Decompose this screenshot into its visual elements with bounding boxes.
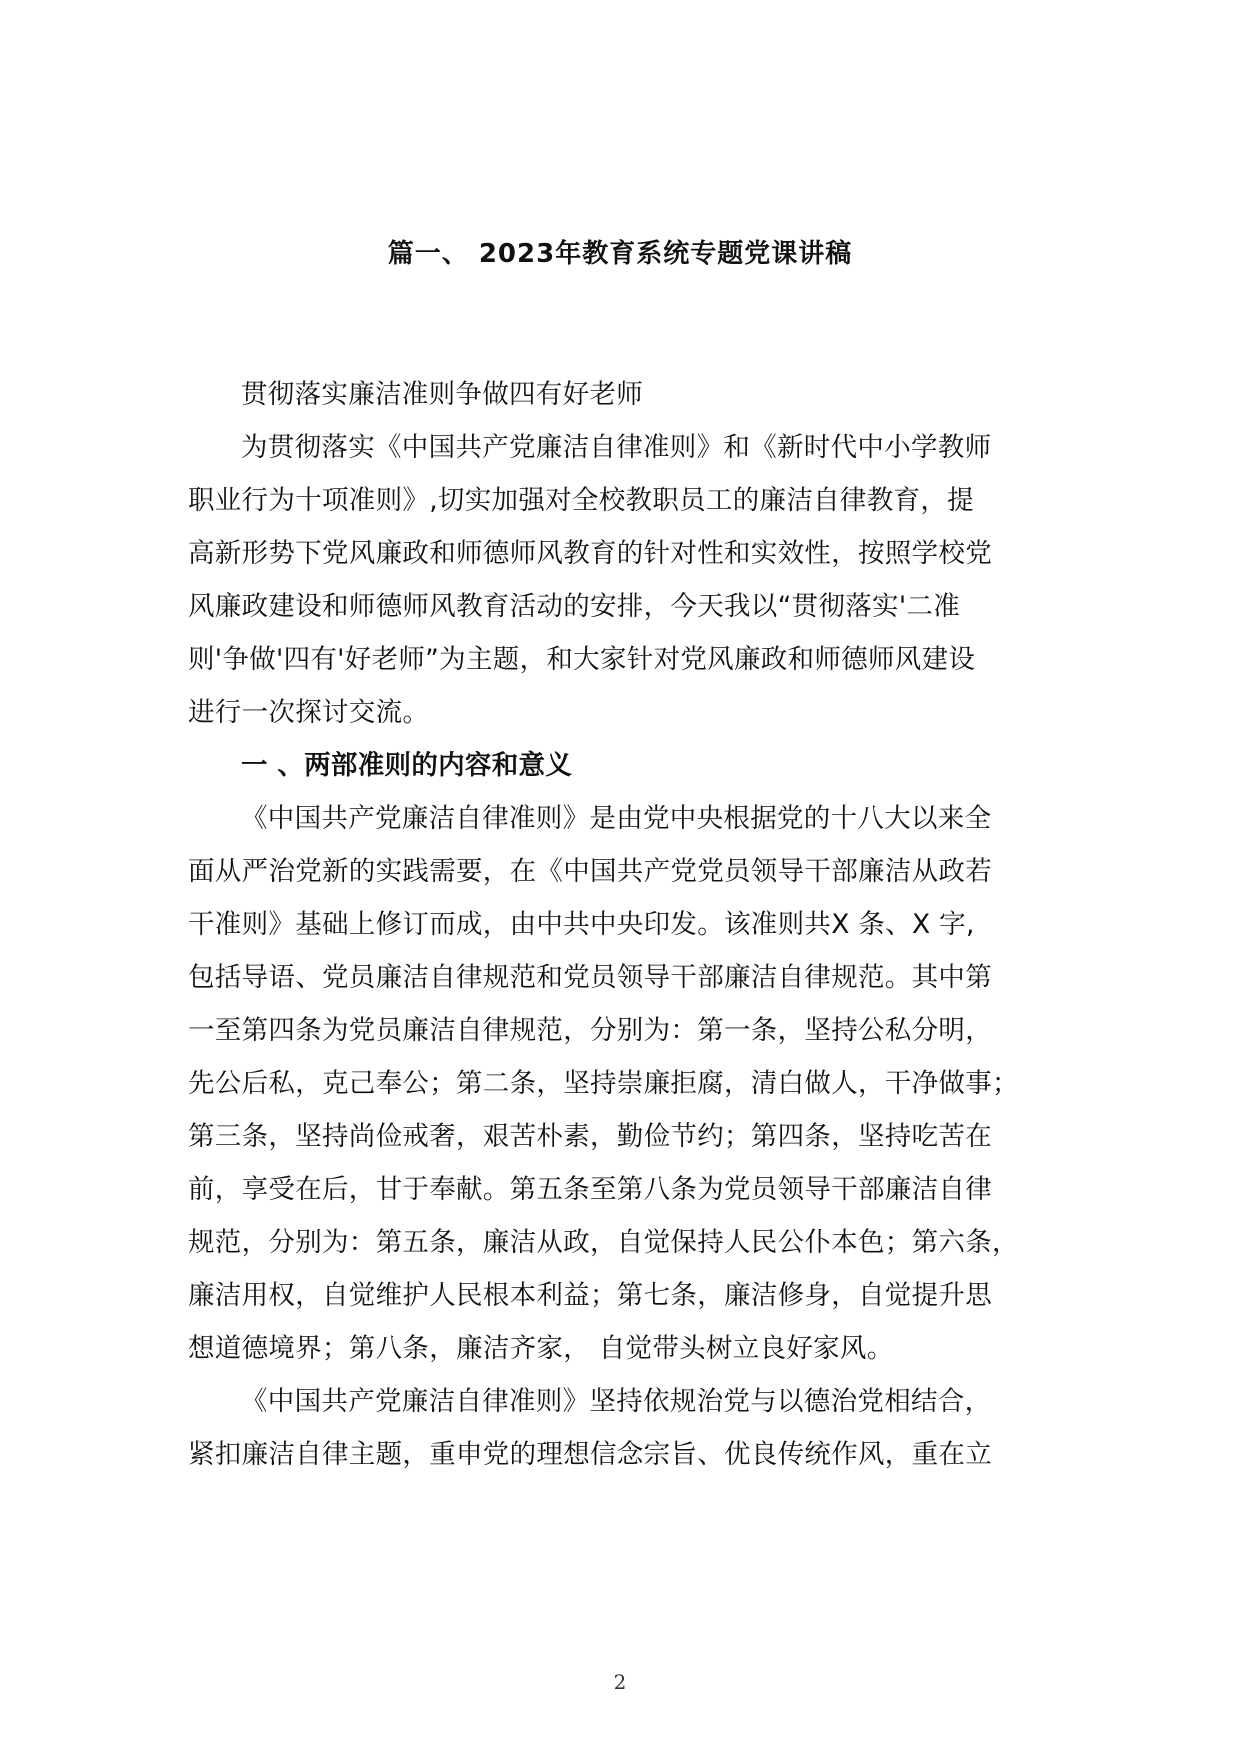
- text-line: 第三条，坚持尚俭戒奢，艰苦朴素，勤俭节约；第四条，坚持吃苦在: [188, 1121, 992, 1152]
- text-line: 风廉政建设和师德师风教育活动的安排，今天我以“贯彻落实'二准: [188, 591, 961, 622]
- text-line: 紧扣廉洁自律主题，重申党的理想信念宗旨、优良传统作风，重在立: [188, 1439, 992, 1470]
- text-line: 规范，分别为：第五条，廉洁从政，自觉保持人民公仆本色；第六条，: [188, 1227, 1019, 1258]
- text-line: 一至第四条为党员廉洁自律规范，分别为：第一条，坚持公私分明，: [188, 1015, 992, 1046]
- document-subtitle: 贯彻落实廉洁准则争做四有好老师: [241, 379, 643, 410]
- text-line: 面从严治党新的实践需要，在《中国共产党党员领导干部廉洁从政若: [188, 856, 992, 887]
- text-line: 干准则》基础上修订而成，由中共中央印发。该准则共X 条、X 字,: [188, 909, 975, 940]
- document-title: 篇一、 2023年教育系统专题党课讲稿: [387, 239, 853, 269]
- text-line: 包括导语、党员廉洁自律规范和党员领导干部廉洁自律规范。其中第: [188, 962, 992, 993]
- text-line: 高新形势下党风廉政和师德师风教育的针对性和实效性，按照学校党: [188, 538, 992, 569]
- intro-paragraph: [188, 421, 1048, 739]
- paragraph-1: [188, 792, 1048, 1375]
- text-line: 《中国共产党廉洁自律准则》是由党中央根据党的十八大以来全: [241, 803, 992, 834]
- text-line: 《中国共产党廉洁自律准则》坚持依规治党与以德治党相结合，: [241, 1386, 992, 1417]
- section-heading: 一 、两部准则的内容和意义: [241, 750, 573, 781]
- text-line: 进行一次探讨交流。: [188, 697, 430, 728]
- page-number: 2: [613, 1670, 627, 1694]
- text-line: 则'争做'四有'好老师”为主题，和大家针对党风廉政和师德师风建设: [188, 644, 976, 675]
- document-body: [188, 368, 1048, 1481]
- text-line: 先公后私，克己奉公；第二条，坚持崇廉拒腐，清白做人，干净做事；: [188, 1068, 1019, 1099]
- text-line: 职业行为十项准则》,切实加强对全校教职员工的廉洁自律教育，提: [188, 485, 974, 516]
- text-line: 前，享受在后，甘于奉献。第五条至第八条为党员领导干部廉洁自律: [188, 1174, 992, 1205]
- paragraph-2: [188, 1375, 1048, 1481]
- text-line: 为贯彻落实《中国共产党廉洁自律准则》和《新时代中小学教师: [241, 432, 992, 463]
- text-line: 廉洁用权，自觉维护人民根本利益；第七条，廉洁修身，自觉提升思: [188, 1280, 992, 1311]
- text-line: 想道德境界；第八条，廉洁齐家， 自觉带头树立良好家风。: [188, 1333, 894, 1364]
